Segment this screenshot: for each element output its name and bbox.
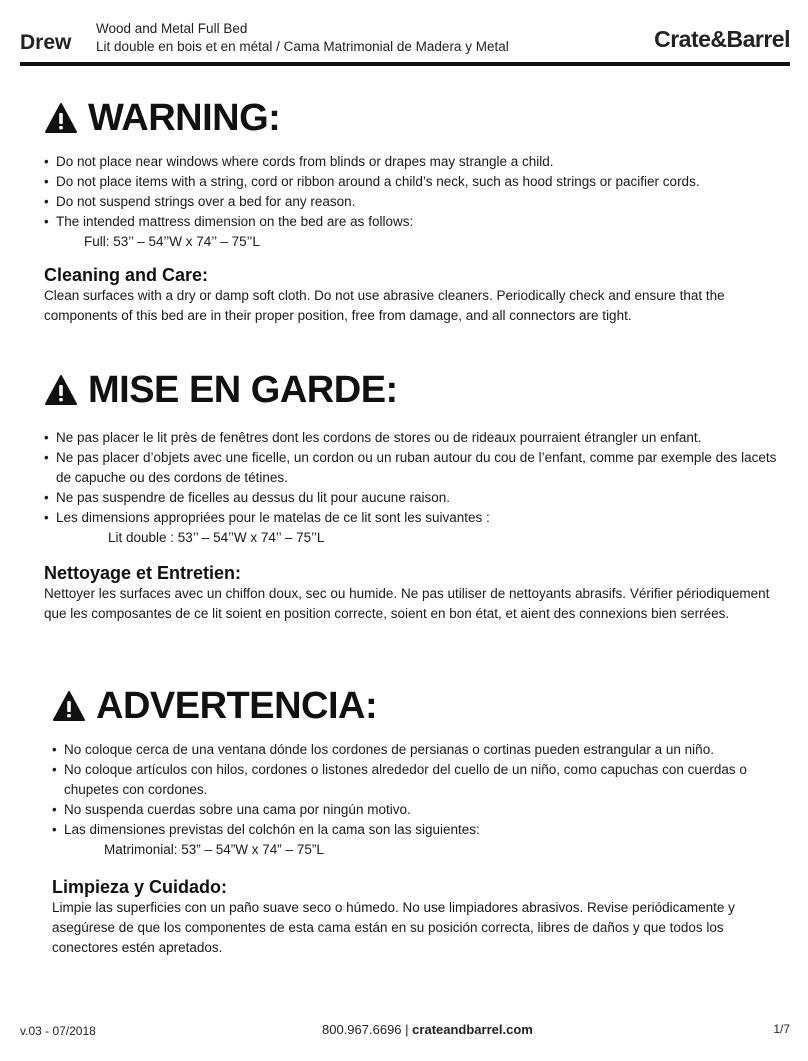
model-name: Drew bbox=[20, 31, 72, 54]
mattress-dimension-fr: Lit double : 53’’ – 54’’W x 74’’ – 75’’L bbox=[108, 530, 325, 545]
warning-list-fr bbox=[44, 428, 789, 528]
warning-heading-en bbox=[44, 98, 789, 138]
product-title-fr-es: Lit double en bois et en métal / Cama Matrimonial de Madera y Metal bbox=[96, 39, 509, 54]
warning-heading-fr bbox=[44, 370, 789, 410]
care-heading-fr: Nettoyage et Entretien: bbox=[44, 563, 242, 583]
page-footer bbox=[20, 1022, 790, 1042]
page-header bbox=[20, 20, 790, 64]
warning-title: MISE EN GARDE: bbox=[88, 369, 398, 411]
list-item: • Ne pas placer d’objets avec une ficelle, un cordon ou un ruban autour du cou de l’enfant, comme par exemple des lacets de capuche ou des cordons de tétines. bbox=[44, 448, 789, 488]
warning-title: WARNING: bbox=[88, 97, 281, 139]
document-version: v.03 - 07/2018 bbox=[20, 1024, 96, 1038]
list-item: • No coloque cerca de una ventana dónde los cordones de persianas o cortinas pueden estrangular a un niño. bbox=[52, 740, 789, 760]
product-title-en: Wood and Metal Full Bed bbox=[96, 21, 248, 36]
product-titles bbox=[96, 20, 509, 56]
separator: | bbox=[405, 1022, 409, 1037]
care-text-es: Limpie las superficies con un paño suave seco o húmedo. No use limpiadores abrasivos. Revise periódicamente y asegúrese de que los componentes de esta cama están en su posición correcta, libres de daños y que todos los conectores estén apretados. bbox=[52, 900, 735, 955]
list-item: • No coloque artículos con hilos, cordones o listones alrededor del cuello de un niño, como capuchas con cuerdas o chupetes con cordones. bbox=[52, 760, 789, 800]
warning-triangle-icon bbox=[44, 374, 78, 406]
contact-info bbox=[322, 1022, 533, 1037]
website-link[interactable]: crateandbarrel.com bbox=[412, 1022, 533, 1037]
mattress-dimension-en: Full: 53’’ – 54’’W x 74’’ – 75’’L bbox=[84, 234, 260, 249]
care-heading-en: Cleaning and Care: bbox=[44, 265, 209, 285]
care-text-en: Clean surfaces with a dry or damp soft cloth. Do not use abrasive cleaners. Periodically check and ensure that the components of this bed are in their proper position, free from damage, and all connectors are tight. bbox=[44, 288, 725, 323]
section-french bbox=[44, 370, 789, 624]
list-item: • Do not place near windows where cords from blinds or drapes may strangle a child. bbox=[44, 152, 789, 172]
care-heading-es: Limpieza y Cuidado: bbox=[52, 877, 228, 897]
list-item: • Do not suspend strings over a bed for any reason. bbox=[44, 192, 789, 212]
phone-number: 800.967.6696 bbox=[322, 1022, 402, 1037]
list-item: • No suspenda cuerdas sobre una cama por ningún motivo. bbox=[52, 800, 789, 820]
section-english bbox=[44, 98, 789, 326]
list-item: • Ne pas suspendre de ficelles au dessus du lit pour aucune raison. bbox=[44, 488, 789, 508]
warning-triangle-icon bbox=[44, 102, 78, 134]
list-item: • Las dimensiones previstas del colchón en la cama son las siguientes: bbox=[52, 820, 789, 840]
list-item: • Do not place items with a string, cord or ribbon around a child’s neck, such as hood strings or pacifier cords. bbox=[44, 172, 789, 192]
mattress-dimension-es: Matrimonial: 53” – 54”W x 74” – 75”L bbox=[104, 842, 324, 857]
section-spanish bbox=[52, 686, 789, 958]
list-item: • Les dimensions appropriées pour le matelas de ce lit sont les suivantes : bbox=[44, 508, 789, 528]
brand-logo: Crate&Barrel bbox=[654, 26, 790, 52]
care-text-fr: Nettoyer les surfaces avec un chiffon doux, sec ou humide. Ne pas utiliser de nettoyants abrasifs. Vérifier périodiquement que les composantes de ce lit soient en position correcte, soient en bon état, et aient des connexions bien serrées. bbox=[44, 586, 770, 621]
list-item: • The intended mattress dimension on the bed are as follows: bbox=[44, 212, 789, 232]
warning-title: ADVERTENCIA: bbox=[96, 685, 378, 727]
warning-list-es bbox=[52, 740, 789, 840]
list-item: • Ne pas placer le lit près de fenêtres dont les cordons de stores ou de rideaux pourraient étrangler un enfant. bbox=[44, 428, 789, 448]
page-number: 1/7 bbox=[773, 1022, 790, 1036]
header-rule bbox=[20, 62, 790, 66]
warning-triangle-icon bbox=[52, 690, 86, 722]
warning-heading-es bbox=[52, 686, 789, 726]
warning-list-en bbox=[44, 152, 789, 232]
